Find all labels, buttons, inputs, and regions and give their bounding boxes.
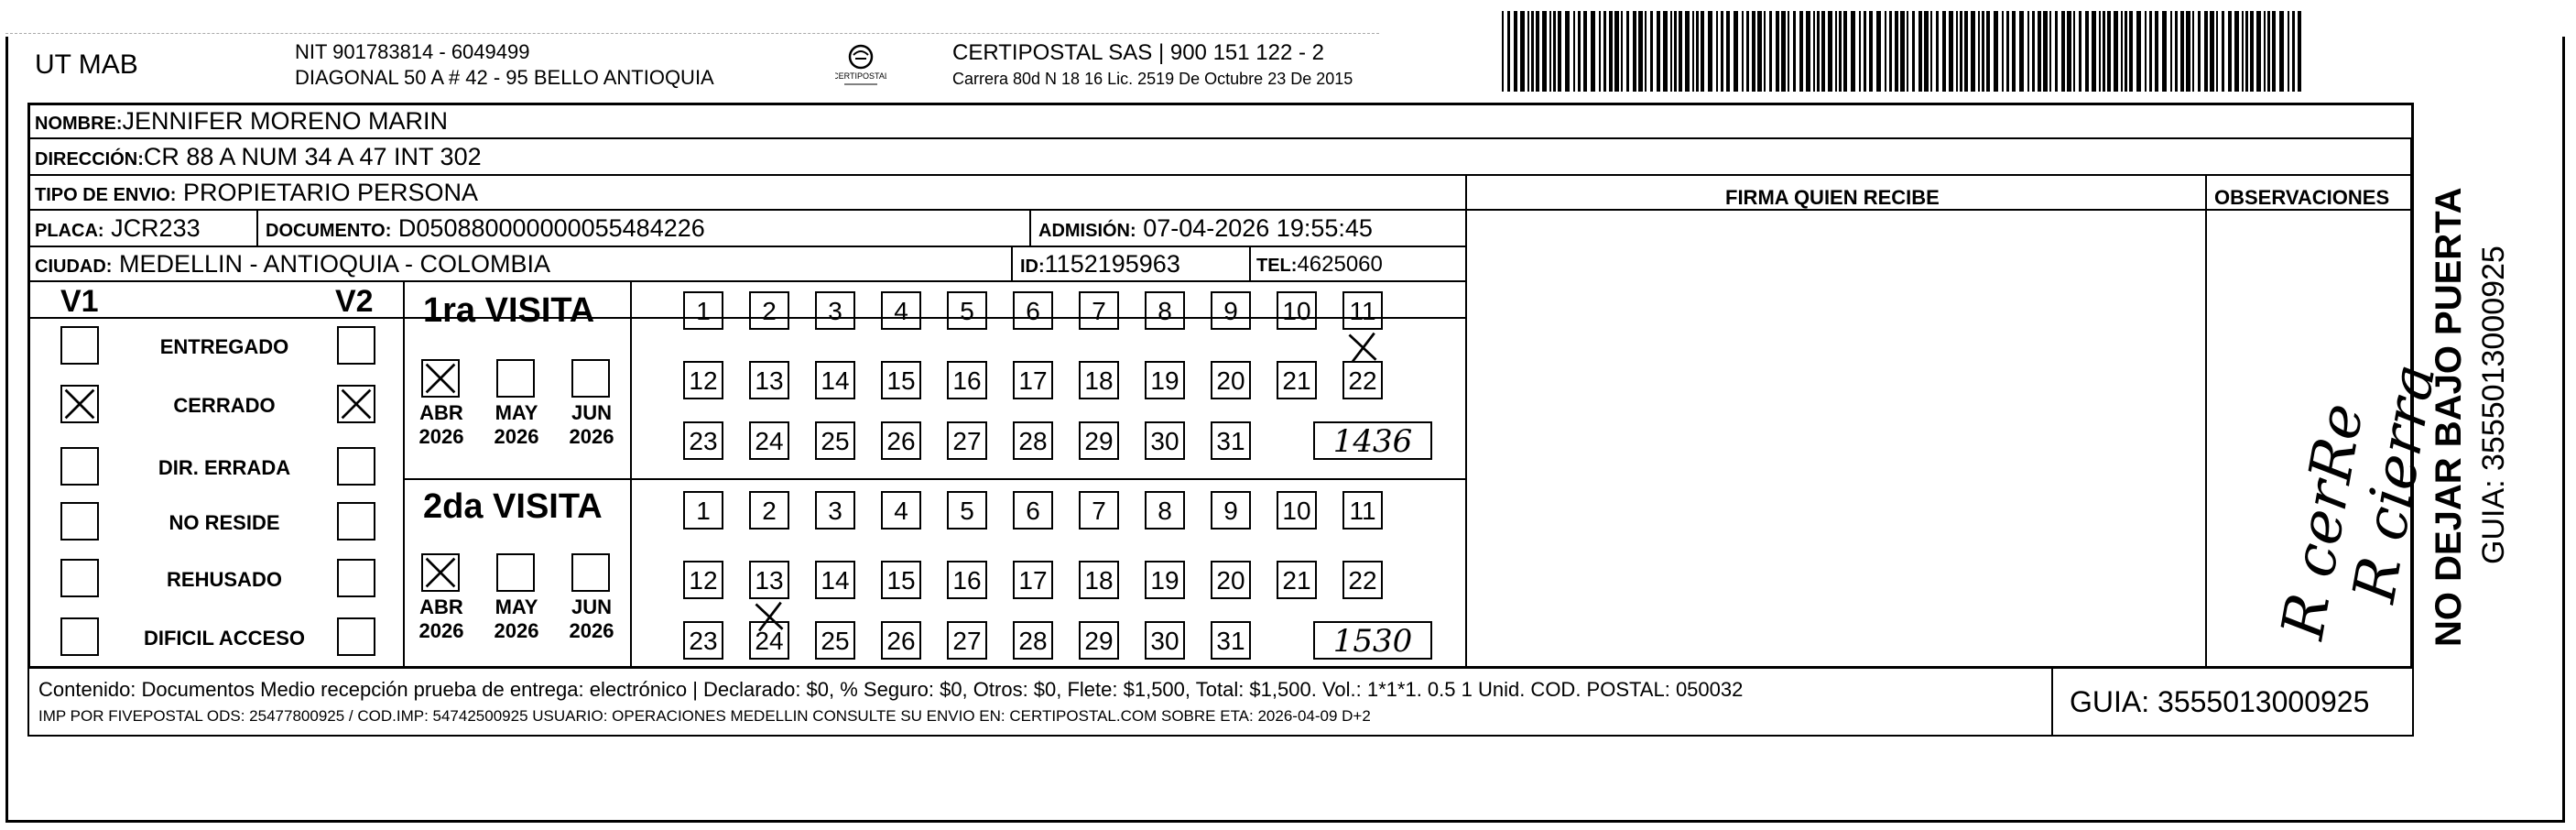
barcode-bar xyxy=(1650,11,1653,92)
visit-time-box[interactable]: 1436 xyxy=(1313,421,1432,460)
status-label: REHUSADO xyxy=(167,568,282,591)
day-box[interactable]: 22 xyxy=(1342,361,1383,399)
barcode-bar xyxy=(1692,11,1694,92)
day-box[interactable]: 9 xyxy=(1211,291,1251,330)
barcode-bar xyxy=(1657,11,1660,92)
day-box[interactable]: 17 xyxy=(1013,561,1053,599)
status-v1-checkbox[interactable] xyxy=(60,617,99,656)
day-box[interactable]: 29 xyxy=(1079,421,1119,460)
barcode-bar xyxy=(1573,11,1575,92)
barcode-bar xyxy=(2002,11,2004,92)
month-label-block xyxy=(489,595,544,643)
barcode-bar xyxy=(1942,11,1946,92)
barcode-bar xyxy=(2099,11,2101,92)
barcode-bar xyxy=(2216,11,2218,92)
footer-imp-line: IMP POR FIVEPOSTAL ODS: 25477800925 / COD.IMP: 54742500925 USUARIO: OPERACIONES MEDELLIN CONSULTE SU ENVIO EN: CERTIPOSTAL.COM SOBRE ETA: 2026-04-09 D+2 xyxy=(38,707,1371,725)
sender-nit: NIT 901783814 - 6049499 xyxy=(295,40,530,63)
day-box[interactable]: 28 xyxy=(1013,621,1053,660)
sender-name: UT MAB xyxy=(35,49,138,80)
day-box[interactable]: 29 xyxy=(1079,621,1119,660)
documento-field: DOCUMENTO: D050880000000055484226 xyxy=(266,214,705,242)
barcode-bar xyxy=(1895,11,1898,92)
day-box[interactable]: 18 xyxy=(1079,361,1119,399)
barcode-bar xyxy=(1721,11,1723,92)
day-box[interactable]: 8 xyxy=(1145,291,1185,330)
day-box[interactable]: 15 xyxy=(881,561,921,599)
month-checkbox[interactable] xyxy=(571,553,610,592)
day-box[interactable]: 10 xyxy=(1277,291,1317,330)
barcode-bar xyxy=(1876,11,1881,92)
status-label: DIR. ERRADA xyxy=(158,456,291,479)
barcode-bar xyxy=(2129,11,2133,92)
status-v2-checkbox[interactable] xyxy=(337,447,375,486)
day-box[interactable]: 2 xyxy=(749,291,789,330)
barcode-bar xyxy=(2170,11,2172,92)
ciudad-field: CIUDAD: MEDELLIN - ANTIOQUIA - COLOMBIA xyxy=(35,250,551,278)
visit-time-box[interactable]: 1530 xyxy=(1313,621,1432,660)
month-year: 2026 xyxy=(494,425,539,448)
barcode-bar xyxy=(1806,11,1810,92)
barcode-bar xyxy=(2288,11,2289,92)
nombre-value: JENNIFER MORENO MARIN xyxy=(122,107,449,135)
barcode-bar xyxy=(1839,11,1842,92)
barcode-bar xyxy=(1742,11,1744,92)
barcode-bar xyxy=(1716,11,1718,92)
barcode-bar xyxy=(1514,11,1517,92)
day-box[interactable]: 5 xyxy=(947,291,987,330)
barcode-bar xyxy=(1520,11,1525,92)
day-box[interactable]: 12 xyxy=(683,561,723,599)
status-v2-checkbox[interactable] xyxy=(337,617,375,656)
barcode-bar xyxy=(1930,11,1932,92)
barcode-bar xyxy=(1828,11,1832,92)
barcode-bar xyxy=(1793,11,1796,92)
day-box[interactable]: 7 xyxy=(1079,491,1119,530)
status-v1-checkbox[interactable] xyxy=(60,502,99,541)
sender-address: DIAGONAL 50 A # 42 - 95 BELLO ANTIOQUIA xyxy=(295,66,714,89)
barcode-bar xyxy=(1507,11,1510,92)
barcode-bar xyxy=(1843,11,1847,92)
day-box[interactable]: 20 xyxy=(1211,561,1251,599)
barcode-bar xyxy=(2267,11,2270,92)
day-box[interactable]: 8 xyxy=(1145,491,1185,530)
barcode-bar xyxy=(1912,11,1915,92)
barcode-bar xyxy=(2250,11,2254,92)
barcode-bar xyxy=(1956,11,1958,92)
barcode-bar xyxy=(1960,11,1962,92)
month-year: 2026 xyxy=(569,619,614,642)
barcode-bar xyxy=(1726,11,1730,92)
placa-value: JCR233 xyxy=(111,214,201,242)
barcode-bar xyxy=(2136,11,2141,92)
month-label: JUN xyxy=(571,401,612,424)
day-box[interactable]: 14 xyxy=(815,561,855,599)
placa-field: PLACA: JCR233 xyxy=(35,214,201,242)
barcode-bar xyxy=(1821,11,1825,92)
barcode-bar xyxy=(1583,11,1587,92)
barcode-bar xyxy=(1542,11,1547,92)
barcode-bar xyxy=(2038,11,2041,92)
month-year: 2026 xyxy=(418,425,464,448)
barcode-bar xyxy=(1986,11,1990,92)
month-checkbox[interactable] xyxy=(571,359,610,398)
day-box[interactable]: 24 xyxy=(749,421,789,460)
tipo-envio-value: PROPIETARIO PERSONA xyxy=(182,179,479,206)
barcode-bar xyxy=(1685,11,1690,92)
barcode-bar xyxy=(1835,11,1837,92)
barcode-bar xyxy=(1813,11,1815,92)
side-guia: GUIA: 3555013000925 xyxy=(2476,246,2511,564)
day-box[interactable]: 19 xyxy=(1145,361,1185,399)
month-label-block xyxy=(564,401,619,449)
day-box[interactable]: 13 xyxy=(749,361,789,399)
day-box[interactable]: 9 xyxy=(1211,491,1251,530)
barcode-bar xyxy=(1982,11,1984,92)
month-label: ABR xyxy=(419,595,463,618)
observaciones-header: OBSERVACIONES xyxy=(2214,186,2390,209)
barcode-bar xyxy=(1851,11,1855,92)
day-box[interactable]: 24 xyxy=(749,621,789,660)
barcode-bar xyxy=(2006,11,2009,92)
visit1-title: 1ra VISITA xyxy=(423,291,595,330)
day-box[interactable]: 22 xyxy=(1342,561,1383,599)
day-box[interactable]: 1 xyxy=(683,491,723,530)
barcode-bar xyxy=(1885,11,1886,92)
barcode-bar xyxy=(1757,11,1762,92)
day-box[interactable]: 11 xyxy=(1342,291,1383,330)
documento-value: D050880000000055484226 xyxy=(397,214,705,242)
day-box[interactable]: 2 xyxy=(749,491,789,530)
day-box[interactable]: 19 xyxy=(1145,561,1185,599)
month-checkbox[interactable] xyxy=(421,359,460,398)
barcode-bar xyxy=(1527,11,1529,92)
courier-license: Carrera 80d N 18 16 Lic. 2519 De Octubre 23 De 2015 xyxy=(952,70,1353,88)
day-box[interactable]: 18 xyxy=(1079,561,1119,599)
barcode-bar xyxy=(1907,11,1908,92)
status-label: DIFICIL ACCESO xyxy=(143,627,305,650)
barcode-bar xyxy=(2272,11,2276,92)
barcode-bar xyxy=(1536,11,1539,92)
barcode-bar xyxy=(2155,11,2158,92)
barcode-bar xyxy=(2107,11,2111,92)
barcode-bar xyxy=(1549,11,1551,92)
courier-logo xyxy=(835,40,886,92)
status-v1-checkbox[interactable] xyxy=(60,326,99,365)
month-label-block xyxy=(489,401,544,449)
barcode-bar xyxy=(1971,11,1975,92)
day-box[interactable]: 31 xyxy=(1211,421,1251,460)
admision-value: 07-04-2026 19:55:45 xyxy=(1143,214,1373,242)
barcode-bar xyxy=(2204,11,2208,92)
id-value: 1152195963 xyxy=(1044,250,1180,278)
month-checkbox[interactable] xyxy=(421,553,460,592)
month-year: 2026 xyxy=(494,619,539,642)
barcode-bar xyxy=(1859,11,1861,92)
barcode-bar xyxy=(1621,11,1623,92)
status-v1-checkbox[interactable] xyxy=(60,559,99,597)
day-box[interactable]: 25 xyxy=(815,621,855,660)
barcode-bar xyxy=(1696,11,1699,92)
day-box[interactable]: 11 xyxy=(1342,491,1383,530)
barcode-bar xyxy=(2242,11,2244,92)
barcode-bar xyxy=(2234,11,2239,92)
ciudad-value: MEDELLIN - ANTIOQUIA - COLOMBIA xyxy=(118,250,551,278)
barcode-bar xyxy=(1565,11,1570,92)
day-box[interactable]: 28 xyxy=(1013,421,1053,460)
day-box[interactable]: 3 xyxy=(815,291,855,330)
day-box[interactable]: 4 xyxy=(881,291,921,330)
observation-handwriting-1: R cerRe xyxy=(2269,399,2377,644)
barcode-bar xyxy=(2012,11,2016,92)
status-label: CERRADO xyxy=(173,394,276,417)
day-box[interactable]: 21 xyxy=(1277,561,1317,599)
barcode-bar xyxy=(1626,11,1629,92)
barcode-bar xyxy=(1788,11,1789,92)
day-box[interactable]: 13 xyxy=(749,561,789,599)
barcode-bar xyxy=(1949,11,1953,92)
day-box[interactable]: 23 xyxy=(683,621,723,660)
barcode-bar xyxy=(1994,11,1998,92)
status-label: NO RESIDE xyxy=(168,511,280,534)
barcode-bar xyxy=(2019,11,2024,92)
barcode-bar xyxy=(2114,11,2118,92)
barcode-bar xyxy=(1869,11,1873,92)
barcode-bar xyxy=(1614,11,1619,92)
barcode-bar xyxy=(1633,11,1636,92)
barcode-bar xyxy=(2032,11,2035,92)
barcode-bar xyxy=(1734,11,1738,92)
barcode-bar xyxy=(1864,11,1866,92)
day-box[interactable]: 16 xyxy=(947,361,987,399)
barcode-bar xyxy=(2085,11,2089,92)
day-box[interactable]: 16 xyxy=(947,561,987,599)
month-checkbox[interactable] xyxy=(496,359,535,398)
barcode-bar xyxy=(1799,11,1803,92)
tipo-envio-field: TIPO DE ENVIO: PROPIETARIO PERSONA xyxy=(35,179,479,206)
month-label: MAY xyxy=(495,401,538,424)
id-field: ID:1152195963 xyxy=(1020,250,1180,278)
day-box[interactable]: 31 xyxy=(1211,621,1251,660)
barcode-bar xyxy=(2298,11,2301,92)
barcode-bar xyxy=(1638,11,1643,92)
day-box[interactable]: 4 xyxy=(881,491,921,530)
nombre-field: NOMBRE:JENNIFER MORENO MARIN xyxy=(35,107,449,135)
v1-header: V1 xyxy=(60,284,99,319)
barcode-bar xyxy=(1603,11,1606,92)
barcode-bar xyxy=(2125,11,2127,92)
day-box[interactable]: 10 xyxy=(1277,491,1317,530)
day-box[interactable]: 6 xyxy=(1013,491,1053,530)
barcode-bar xyxy=(2103,11,2105,92)
barcode-bar xyxy=(2149,11,2152,92)
barcode-bar xyxy=(2145,11,2147,92)
day-box[interactable]: 6 xyxy=(1013,291,1053,330)
day-box[interactable]: 12 xyxy=(683,361,723,399)
month-label: JUN xyxy=(571,595,612,618)
barcode-bar xyxy=(1591,11,1595,92)
barcode-bar xyxy=(1900,11,1905,92)
month-label: MAY xyxy=(495,595,538,618)
barcode-bar xyxy=(1924,11,1929,92)
barcode-bar xyxy=(1679,11,1682,92)
barcode-bar xyxy=(1752,11,1755,92)
barcode-bar xyxy=(2079,11,2081,92)
barcode-bar xyxy=(2192,11,2194,92)
barcode-bar xyxy=(2264,11,2266,92)
day-box[interactable]: 25 xyxy=(815,421,855,460)
barcode-bar xyxy=(2210,11,2214,92)
day-box[interactable]: 30 xyxy=(1145,421,1185,460)
day-box[interactable]: 1 xyxy=(683,291,723,330)
barcode-bar xyxy=(1599,11,1601,92)
month-label-block xyxy=(414,401,469,449)
barcode-bar xyxy=(1764,11,1766,92)
observation-handwriting-2: R cierra xyxy=(2341,358,2450,607)
day-box[interactable]: 17 xyxy=(1013,361,1053,399)
day-box[interactable]: 14 xyxy=(815,361,855,399)
day-box[interactable]: 7 xyxy=(1079,291,1119,330)
barcode-bar xyxy=(1817,11,1820,92)
barcode-bar xyxy=(2279,11,2284,92)
barcode-bar xyxy=(2162,11,2167,92)
day-box[interactable]: 23 xyxy=(683,421,723,460)
barcode-bar xyxy=(1936,11,1939,92)
month-year: 2026 xyxy=(569,425,614,448)
barcode-bar xyxy=(2092,11,2096,92)
barcode-bar xyxy=(2186,11,2190,92)
barcode-bar xyxy=(1558,11,1561,92)
status-v1-checkbox[interactable] xyxy=(60,385,99,423)
barcode-bar xyxy=(1781,11,1786,92)
barcode-bar xyxy=(2256,11,2261,92)
barcode-bar xyxy=(2245,11,2248,92)
status-label: ENTREGADO xyxy=(159,335,289,358)
firma-header: FIRMA QUIEN RECIBE xyxy=(1725,186,1940,209)
barcode-bar xyxy=(1769,11,1772,92)
barcode-bar xyxy=(1670,11,1672,92)
barcode-bar xyxy=(2198,11,2201,92)
status-v2-checkbox[interactable] xyxy=(337,502,375,541)
barcode-bar xyxy=(2055,11,2058,92)
day-box[interactable]: 27 xyxy=(947,421,987,460)
barcode-bar xyxy=(1645,11,1647,92)
barcode-bar xyxy=(2061,11,2065,92)
day-box[interactable]: 26 xyxy=(881,621,921,660)
barcode-bar xyxy=(1918,11,1922,92)
day-box[interactable]: 20 xyxy=(1211,361,1251,399)
status-v2-checkbox[interactable] xyxy=(337,326,375,365)
v2-header: V2 xyxy=(335,284,374,319)
day-box[interactable]: 15 xyxy=(881,361,921,399)
barcode-bar xyxy=(1578,11,1581,92)
direccion-value: CR 88 A NUM 34 A 47 INT 302 xyxy=(143,143,482,170)
barcode-bar xyxy=(2228,11,2232,92)
barcode-bar xyxy=(2222,11,2224,92)
courier-name: CERTIPOSTAL SAS | 900 151 122 - 2 xyxy=(952,40,1324,65)
visit2-title: 2da VISITA xyxy=(423,487,603,526)
footer-guia: GUIA: 3555013000925 xyxy=(2070,685,2370,718)
direccion-field: DIRECCIÓN:CR 88 A NUM 34 A 47 INT 302 xyxy=(35,143,482,170)
barcode-bar xyxy=(2067,11,2071,92)
barcode xyxy=(1502,11,2308,92)
barcode-bar xyxy=(1746,11,1749,92)
barcode-bar xyxy=(1978,11,1980,92)
barcode-bar xyxy=(1964,11,1968,92)
day-box[interactable]: 5 xyxy=(947,491,987,530)
status-v2-checkbox[interactable] xyxy=(337,385,375,423)
barcode-bar xyxy=(2073,11,2075,92)
barcode-bar xyxy=(1701,11,1704,92)
barcode-bar xyxy=(1776,11,1779,92)
barcode-bar xyxy=(1708,11,1712,92)
month-label-block xyxy=(564,595,619,643)
barcode-bar xyxy=(2180,11,2184,92)
tel-value: 4625060 xyxy=(1297,252,1383,277)
status-v1-checkbox[interactable] xyxy=(60,447,99,486)
day-box[interactable]: 26 xyxy=(881,421,921,460)
day-box[interactable]: 3 xyxy=(815,491,855,530)
barcode-bar xyxy=(2121,11,2123,92)
barcode-bar xyxy=(1609,11,1613,92)
barcode-bar xyxy=(2027,11,2029,92)
side-warning: NO DEJAR BAJO PUERTA xyxy=(2429,187,2469,647)
month-checkbox[interactable] xyxy=(496,553,535,592)
barcode-bar xyxy=(1889,11,1892,92)
barcode-bar xyxy=(1502,11,1504,92)
svg-text:CERTIPOSTAL: CERTIPOSTAL xyxy=(835,71,886,81)
barcode-bar xyxy=(2175,11,2178,92)
barcode-bar xyxy=(2292,11,2295,92)
barcode-bar xyxy=(2043,11,2048,92)
barcode-bar xyxy=(1663,11,1668,92)
month-label: ABR xyxy=(419,401,463,424)
day-box[interactable]: 30 xyxy=(1145,621,1185,660)
barcode-bar xyxy=(1674,11,1677,92)
barcode-bar xyxy=(2049,11,2051,92)
top-rule xyxy=(5,33,1379,34)
status-v2-checkbox[interactable] xyxy=(337,559,375,597)
day-box[interactable]: 27 xyxy=(947,621,987,660)
tel-field: TEL:4625060 xyxy=(1256,252,1383,277)
barcode-bar xyxy=(1553,11,1556,92)
admision-field: ADMISIÓN: 07-04-2026 19:55:45 xyxy=(1038,214,1373,242)
barcode-bar xyxy=(1531,11,1534,92)
month-label-block xyxy=(414,595,469,643)
footer-contents: Contenido: Documentos Medio recepción prueba de entrega: electrónico | Declarado: $0, % Seguro: $0, Otros: $0, Flete: $1,500, Total: $1,500. Vol.: 1*1*1. 0.5 1 Unid. COD. POSTAL: 050032 xyxy=(38,678,1744,701)
month-year: 2026 xyxy=(418,619,464,642)
day-box[interactable]: 21 xyxy=(1277,361,1317,399)
